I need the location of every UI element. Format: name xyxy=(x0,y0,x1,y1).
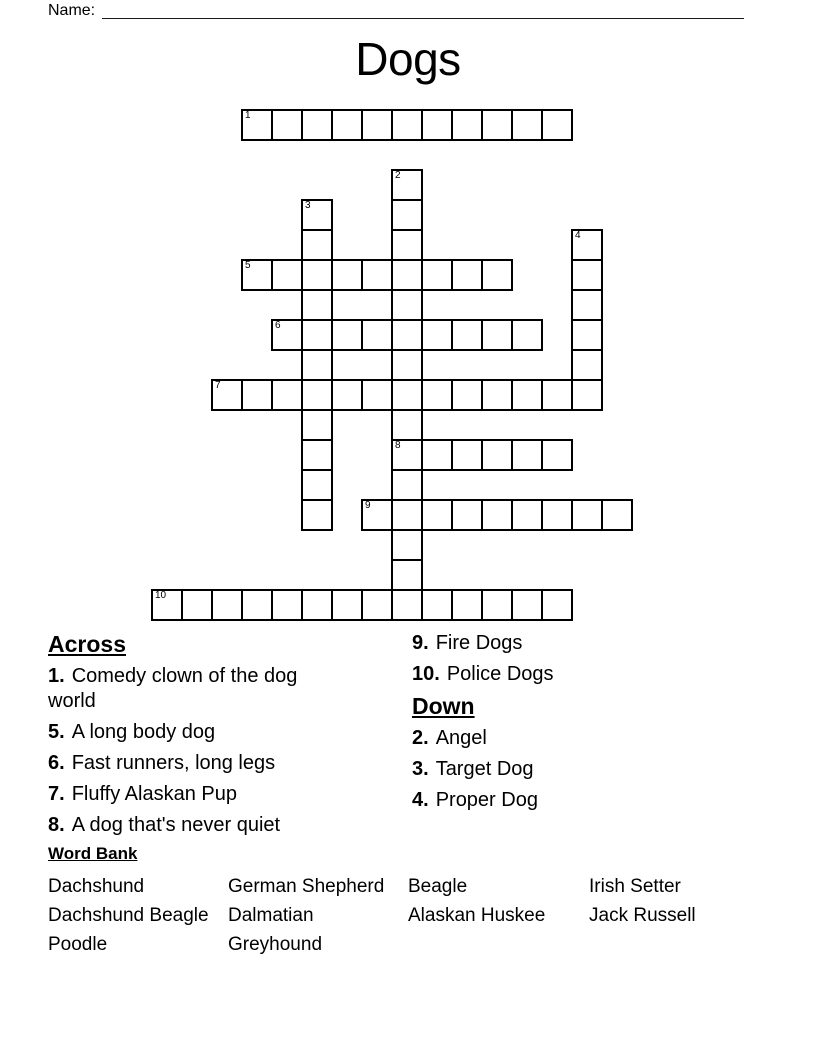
clue-text: A long body dog xyxy=(71,721,216,743)
word-bank-item: Poodle xyxy=(48,934,108,955)
across-clues-list-continued xyxy=(412,631,762,687)
grid-cell[interactable] xyxy=(421,439,453,471)
word-bank-item: German Shepherd xyxy=(228,876,385,897)
grid-cell[interactable] xyxy=(481,109,513,141)
grid-cell[interactable] xyxy=(481,319,513,351)
grid-cell[interactable] xyxy=(481,439,513,471)
down-heading: Down xyxy=(412,693,475,719)
across-heading: Across xyxy=(48,631,126,657)
grid-cell[interactable] xyxy=(391,589,423,621)
grid-cell[interactable] xyxy=(451,259,483,291)
grid-cell[interactable] xyxy=(211,589,243,621)
grid-cell[interactable] xyxy=(391,379,423,411)
clue-text: Target Dog xyxy=(435,758,534,780)
word-bank-item: Jack Russell xyxy=(589,905,696,926)
grid-cell[interactable] xyxy=(511,379,543,411)
clue-number: 2. xyxy=(412,727,429,749)
grid-cell[interactable] xyxy=(451,499,483,531)
grid-cell[interactable] xyxy=(481,499,513,531)
clue-across-7 xyxy=(48,782,332,807)
grid-cell[interactable] xyxy=(331,589,363,621)
word-bank-item: Irish Setter xyxy=(589,876,681,897)
grid-cell[interactable] xyxy=(541,499,573,531)
grid-cell[interactable] xyxy=(361,259,393,291)
grid-cell[interactable] xyxy=(391,529,423,561)
word-bank-heading: Word Bank xyxy=(48,844,138,863)
grid-cell[interactable] xyxy=(421,499,453,531)
clue-across-6 xyxy=(48,751,332,776)
grid-cell[interactable] xyxy=(391,499,423,531)
grid-cell[interactable] xyxy=(271,379,303,411)
clue-number: 9. xyxy=(412,632,429,654)
word-bank-list xyxy=(48,872,770,959)
grid-cell[interactable] xyxy=(421,109,453,141)
grid-cell-word-7[interactable] xyxy=(211,379,243,411)
puzzle-title: Dogs xyxy=(355,33,461,85)
clue-text: Fast runners, long legs xyxy=(71,752,276,774)
clue-across-1 xyxy=(48,664,332,714)
clue-down-3 xyxy=(412,757,762,782)
cell-number: 1 xyxy=(245,110,251,121)
clue-across-8 xyxy=(48,813,332,838)
grid-cell[interactable] xyxy=(571,379,603,411)
name-row xyxy=(48,2,744,19)
grid-cell[interactable] xyxy=(541,439,573,471)
word-bank-item: Dachshund xyxy=(48,876,145,897)
name-label: Name: xyxy=(48,2,96,19)
grid-cell[interactable] xyxy=(541,589,573,621)
clue-text: Fire Dogs xyxy=(435,632,523,654)
grid-cell[interactable] xyxy=(391,109,423,141)
cell-number: 8 xyxy=(395,440,401,451)
grid-cell[interactable] xyxy=(391,229,423,261)
grid-cell[interactable] xyxy=(301,229,333,261)
clue-number: 1. xyxy=(48,665,65,687)
grid-cell[interactable] xyxy=(571,319,603,351)
grid-cell[interactable] xyxy=(421,589,453,621)
grid-cell[interactable] xyxy=(301,349,333,381)
cell-number: 6 xyxy=(275,320,281,331)
word-bank-item: Greyhound xyxy=(228,934,323,955)
clue-text: A dog that's never quiet xyxy=(71,814,281,836)
grid-cell[interactable] xyxy=(451,319,483,351)
grid-cell[interactable] xyxy=(301,439,333,471)
grid-cell[interactable] xyxy=(541,379,573,411)
grid-cell-word-5[interactable] xyxy=(241,259,273,291)
grid-cell[interactable] xyxy=(481,259,513,291)
grid-cell[interactable] xyxy=(361,109,393,141)
grid-cell[interactable] xyxy=(571,349,603,381)
grid-cell[interactable] xyxy=(481,379,513,411)
grid-cell[interactable] xyxy=(271,109,303,141)
cell-number: 4 xyxy=(575,230,581,241)
grid-cell[interactable] xyxy=(391,289,423,321)
clue-number: 7. xyxy=(48,783,65,805)
grid-cell[interactable] xyxy=(391,469,423,501)
grid-cell[interactable] xyxy=(301,589,333,621)
clue-down-2 xyxy=(412,726,762,751)
clue-across-10 xyxy=(412,662,762,687)
grid-cell[interactable] xyxy=(451,439,483,471)
clue-number: 6. xyxy=(48,752,65,774)
grid-cell[interactable] xyxy=(391,319,423,351)
grid-cell[interactable] xyxy=(391,199,423,231)
grid-cell[interactable] xyxy=(451,109,483,141)
clue-number: 10. xyxy=(412,663,440,685)
cell-number: 5 xyxy=(245,260,251,271)
grid-cell-word-10[interactable] xyxy=(151,589,183,621)
grid-cell[interactable] xyxy=(421,259,453,291)
grid-cell[interactable] xyxy=(391,259,423,291)
clue-text: Comedy clown of the dog world xyxy=(48,665,298,712)
grid-cell[interactable] xyxy=(511,319,543,351)
grid-cell-word-8[interactable] xyxy=(391,439,423,471)
clue-number: 8. xyxy=(48,814,65,836)
across-clues-column xyxy=(48,631,332,844)
across-clues-list xyxy=(48,664,332,838)
grid-cell[interactable] xyxy=(301,289,333,321)
cell-number: 10 xyxy=(155,590,167,601)
grid-cell[interactable] xyxy=(181,589,213,621)
grid-cell[interactable] xyxy=(301,469,333,501)
grid-cell-word-3[interactable] xyxy=(301,199,333,231)
clue-number: 3. xyxy=(412,758,429,780)
grid-cell[interactable] xyxy=(451,379,483,411)
cell-number: 3 xyxy=(305,200,311,211)
grid-cell[interactable] xyxy=(511,589,543,621)
grid-cell[interactable] xyxy=(301,409,333,441)
grid-cell[interactable] xyxy=(421,379,453,411)
grid-cell-word-9[interactable] xyxy=(361,499,393,531)
clue-down-4 xyxy=(412,788,762,813)
clue-text: Police Dogs xyxy=(446,663,554,685)
grid-cell[interactable] xyxy=(541,109,573,141)
grid-cell[interactable] xyxy=(301,319,333,351)
grid-cell[interactable] xyxy=(511,499,543,531)
grid-cell[interactable] xyxy=(571,289,603,321)
cell-number: 7 xyxy=(215,380,221,391)
word-bank-item: Dalmatian xyxy=(228,905,314,926)
grid-cell[interactable] xyxy=(391,349,423,381)
grid-cell[interactable] xyxy=(241,589,273,621)
word-bank-item: Beagle xyxy=(408,876,468,897)
grid-cell[interactable] xyxy=(331,109,363,141)
clue-text: Fluffy Alaskan Pup xyxy=(71,783,237,805)
grid-cell[interactable] xyxy=(361,379,393,411)
grid-cell[interactable] xyxy=(601,499,633,531)
grid-cell-word-6[interactable] xyxy=(271,319,303,351)
grid-cell[interactable] xyxy=(301,499,333,531)
grid-cell[interactable] xyxy=(571,259,603,291)
grid-cell[interactable] xyxy=(451,589,483,621)
clue-across-9 xyxy=(412,631,762,656)
grid-cell[interactable] xyxy=(361,589,393,621)
grid-cell-word-1[interactable] xyxy=(241,109,273,141)
grid-cell[interactable] xyxy=(331,379,363,411)
grid-cell[interactable] xyxy=(301,109,333,141)
grid-cell[interactable] xyxy=(481,589,513,621)
clue-text: Proper Dog xyxy=(435,789,538,811)
clue-number: 5. xyxy=(48,721,65,743)
grid-cell[interactable] xyxy=(301,259,333,291)
grid-cell[interactable] xyxy=(271,589,303,621)
grid-cell[interactable] xyxy=(571,499,603,531)
grid-cell[interactable] xyxy=(271,259,303,291)
clue-number: 4. xyxy=(412,789,429,811)
grid-cell[interactable] xyxy=(361,319,393,351)
grid-cell[interactable] xyxy=(391,409,423,441)
cell-number: 2 xyxy=(395,170,401,181)
word-bank-section xyxy=(48,844,770,959)
grid-cell[interactable] xyxy=(511,439,543,471)
word-bank-item: Dachshund Beagle xyxy=(48,905,209,926)
grid-cell[interactable] xyxy=(331,319,363,351)
down-clues-list xyxy=(412,726,762,813)
grid-cell[interactable] xyxy=(421,319,453,351)
right-clues-column xyxy=(412,631,762,819)
grid-cell[interactable] xyxy=(241,379,273,411)
grid-cell-word-2[interactable] xyxy=(391,169,423,201)
cell-number: 9 xyxy=(365,500,371,511)
name-fill-in-line[interactable] xyxy=(102,3,744,19)
grid-cell[interactable] xyxy=(331,259,363,291)
grid-cell[interactable] xyxy=(511,109,543,141)
grid-cell[interactable] xyxy=(391,559,423,591)
grid-cell[interactable] xyxy=(301,379,333,411)
clue-text: Angel xyxy=(435,727,487,749)
word-bank-item: Alaskan Huskee xyxy=(408,905,546,926)
grid-cell-word-4[interactable] xyxy=(571,229,603,261)
clue-across-5 xyxy=(48,720,332,745)
